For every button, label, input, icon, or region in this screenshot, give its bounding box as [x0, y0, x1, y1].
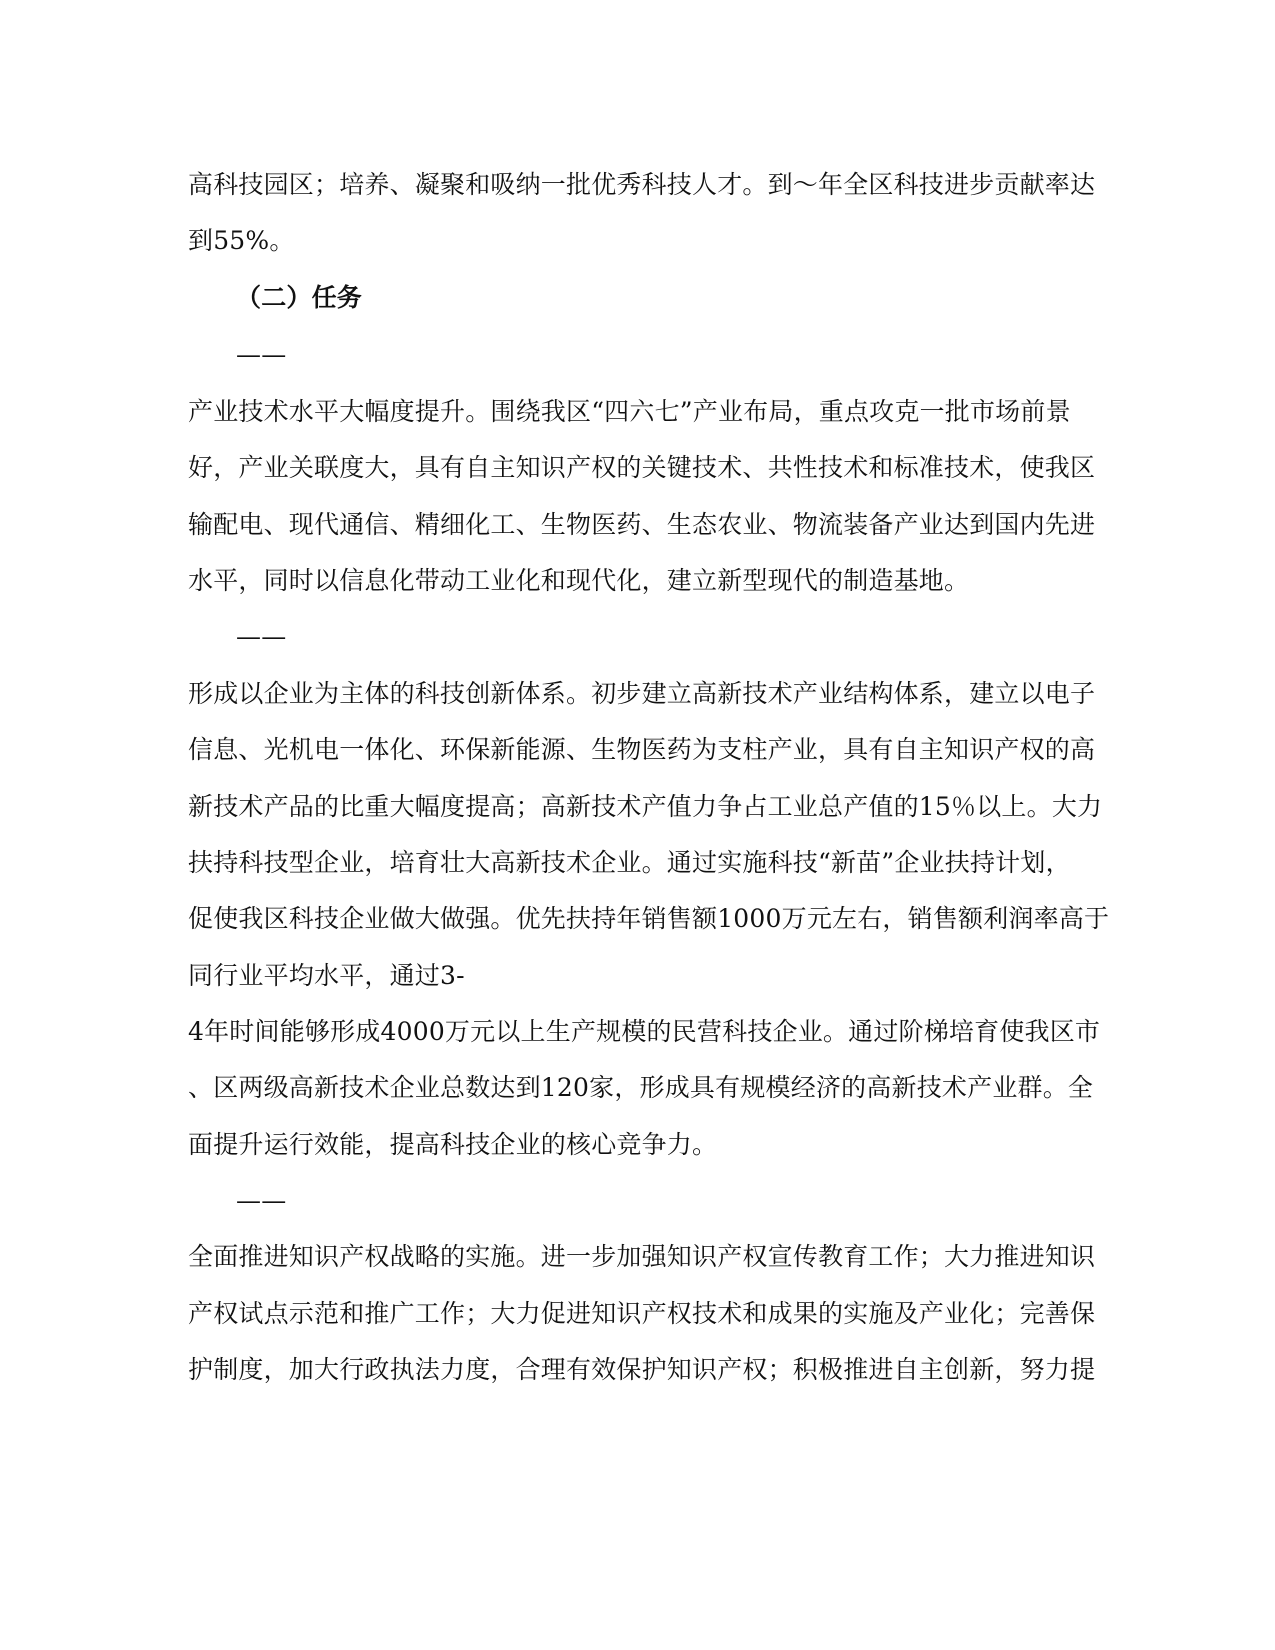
- text-line-5: 产业技术水平大幅度提升。围绕我区“四六七”产业布局，重点攻克一批市场前景: [188, 397, 1071, 426]
- text-line-10: 形成以企业为主体的科技创新体系。初步建立高新技术产业结构体系，建立以电子: [188, 679, 1096, 708]
- text-line-14: 促使我区科技企业做大做强。优先扶持年销售额1000万元左右，销售额利润率高于: [188, 904, 1110, 933]
- section-heading-tasks: （二）任务: [236, 283, 363, 312]
- text-line-2: 到55%。: [188, 226, 295, 255]
- text-line-22: 护制度，加大行政执法力度，合理有效保护知识产权；积极推进自主创新，努力提: [188, 1355, 1096, 1384]
- dash-marker-3: ——: [236, 1186, 287, 1215]
- text-line-20: 全面推进知识产权战略的实施。进一步加强知识产权宣传教育工作；大力推进知识: [188, 1242, 1096, 1271]
- text-line-1: 高科技园区；培养、凝聚和吸纳一批优秀科技人才。到～年全区科技进步贡献率达: [188, 170, 1096, 199]
- dash-marker-1: ——: [236, 340, 287, 369]
- text-line-12: 新技术产品的比重大幅度提高；高新技术产值力争占工业总产值的15％以上。大力: [188, 792, 1103, 821]
- text-line-16: 4年时间能够形成4000万元以上生产规模的民营科技企业。通过阶梯培育使我区市: [188, 1017, 1101, 1046]
- text-line-18: 面提升运行效能，提高科技企业的核心竞争力。: [188, 1130, 718, 1159]
- dash-marker-2: ——: [236, 622, 287, 651]
- text-line-21: 产权试点示范和推广工作；大力促进知识产权技术和成果的实施及产业化；完善保: [188, 1299, 1096, 1328]
- text-line-8: 水平，同时以信息化带动工业化和现代化，建立新型现代的制造基地。: [188, 566, 970, 595]
- text-line-17: 、区两级高新技术企业总数达到120家，形成具有规模经济的高新技术产业群。全: [188, 1073, 1094, 1102]
- text-line-11: 信息、光机电一体化、环保新能源、生物医药为支柱产业，具有自主知识产权的高: [188, 735, 1096, 764]
- text-line-15: 同行业平均水平，通过3-: [188, 961, 465, 990]
- text-line-13: 扶持科技型企业，培育壮大高新技术企业。通过实施科技“新苗”企业扶持计划，: [188, 848, 1071, 877]
- text-line-6: 好，产业关联度大，具有自主知识产权的关键技术、共性技术和标准技术，使我区: [188, 453, 1096, 482]
- text-line-7: 输配电、现代通信、精细化工、生物医药、生态农业、物流装备产业达到国内先进: [188, 510, 1096, 539]
